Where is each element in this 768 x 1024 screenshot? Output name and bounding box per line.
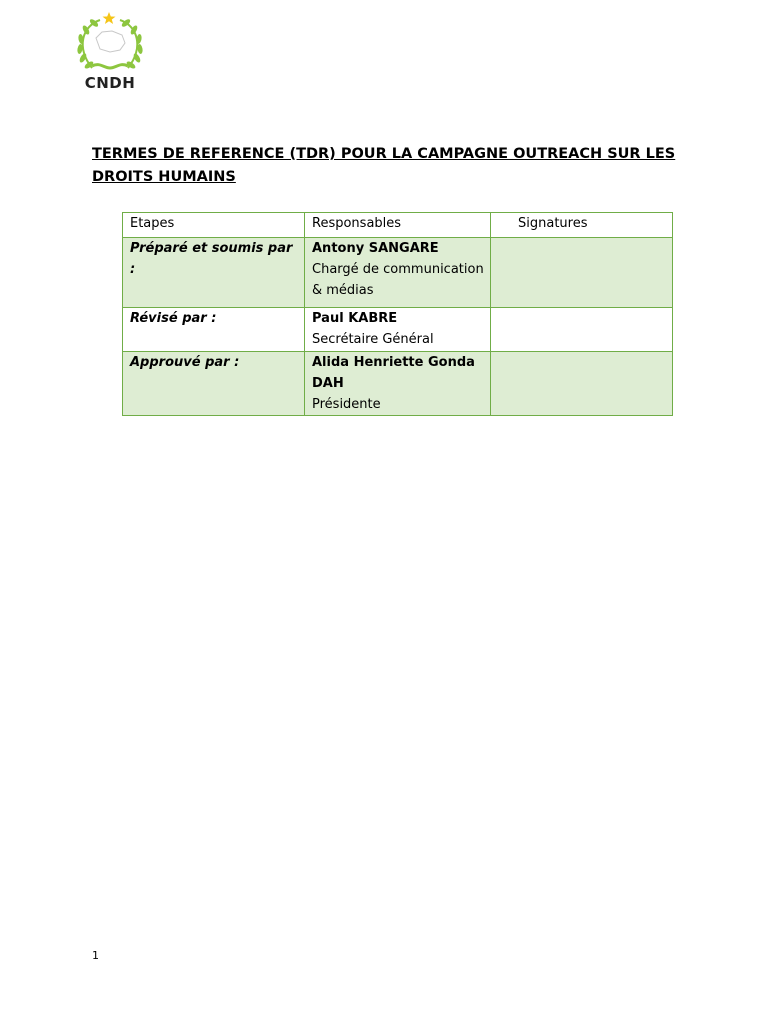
signature-cell	[491, 352, 673, 416]
step-cell: Approuvé par :	[123, 352, 305, 416]
responsable-cell	[305, 238, 491, 308]
page-number: 1	[92, 949, 99, 962]
responsable-name: Alida Henriette Gonda DAH	[312, 355, 475, 391]
responsable-role: Chargé de communication & médias	[312, 262, 484, 298]
responsable-role: Secrétaire Général	[312, 332, 434, 347]
responsable-role: Présidente	[312, 397, 381, 412]
responsable-cell	[305, 352, 491, 416]
table-header-row	[123, 213, 673, 238]
document-title: TERMES DE REFERENCE (TDR) POUR LA CAMPAGNE OUTREACH SUR LES DROITS HUMAINS	[92, 146, 676, 185]
approval-table	[122, 212, 673, 416]
signature-cell	[491, 238, 673, 308]
responsable-cell	[305, 308, 491, 352]
table-row	[123, 308, 673, 352]
header-signatures: Signatures	[491, 213, 673, 238]
responsable-name: Paul KABRE	[312, 311, 398, 326]
responsable-name: Antony SANGARE	[312, 241, 439, 256]
logo-text: CNDH	[84, 74, 136, 92]
cndh-logo	[70, 8, 150, 104]
table-row	[123, 352, 673, 416]
step-cell: Préparé et soumis par :	[123, 238, 305, 308]
header-responsables: Responsables	[305, 213, 491, 238]
laurel-wreath-icon	[70, 8, 150, 78]
signature-cell	[491, 308, 673, 352]
step-cell: Révisé par :	[123, 308, 305, 352]
header-etapes: Etapes	[123, 213, 305, 238]
table-row	[123, 238, 673, 308]
